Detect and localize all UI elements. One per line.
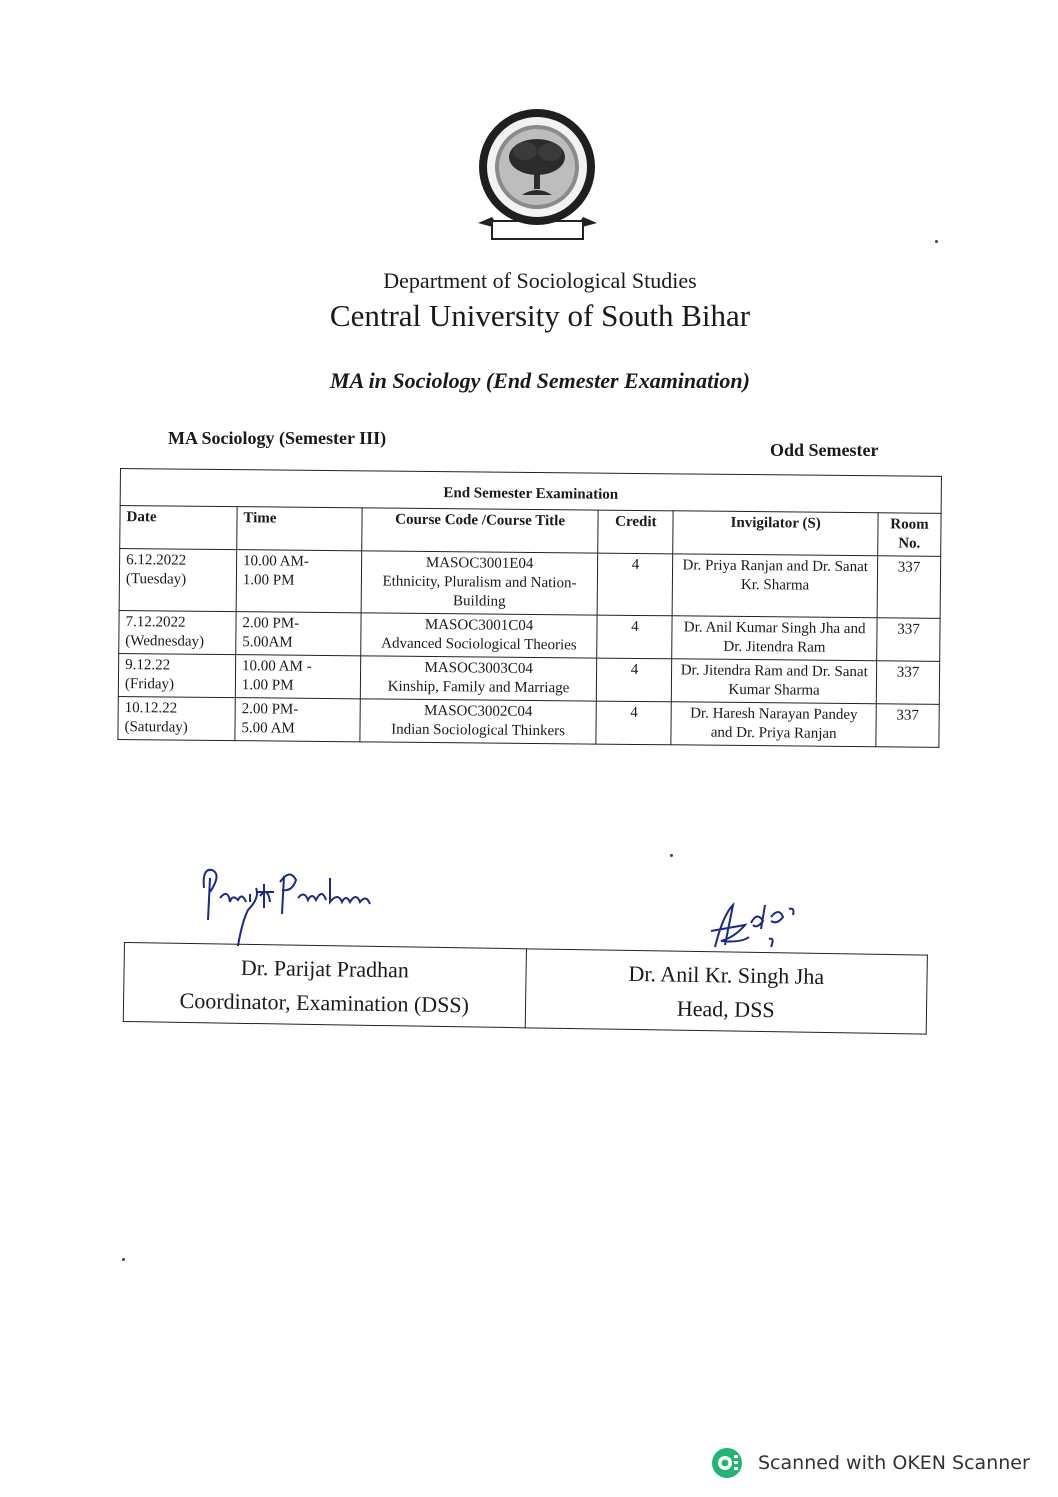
date-cell	[119, 549, 237, 612]
semester-type: Odd Semester	[770, 440, 879, 460]
column-header-date: Date	[120, 506, 237, 550]
scan-speck	[122, 1258, 125, 1261]
column-header-credit: Credit	[598, 510, 673, 554]
credit-cell: 4	[598, 553, 674, 616]
time-start: 2.00 PM-	[242, 615, 300, 632]
column-header-time: Time	[237, 507, 362, 551]
course-cell	[360, 613, 597, 658]
exam-date: 7.12.2022	[125, 614, 186, 631]
course-code: MASOC3003C04	[424, 659, 533, 677]
room-cell: 337	[876, 704, 939, 748]
time-start: 10.00 AM -	[241, 658, 312, 675]
credit-cell: 4	[597, 658, 672, 702]
exam-date: 6.12.2022	[126, 552, 187, 569]
signatories-box	[123, 942, 928, 1035]
head-signature	[705, 895, 800, 955]
course-title: Indian Sociological Thinkers	[391, 721, 566, 740]
head-name: Dr. Anil Kr. Singh Jha	[628, 960, 825, 989]
time-cell	[235, 655, 360, 699]
course-cell	[360, 699, 597, 744]
exam-date: 10.12.22	[124, 700, 178, 717]
exam-day: (Saturday)	[124, 719, 188, 736]
time-end: 1.00 PM	[242, 572, 295, 589]
exam-title: MA in Sociology (End Semester Examination)	[330, 368, 750, 393]
course-code: MASOC3002C04	[424, 702, 533, 720]
university-name: Central University of South Bihar	[329, 298, 751, 333]
exam-day: (Tuesday)	[125, 571, 187, 588]
room-cell: 337	[877, 556, 941, 619]
head-block	[525, 949, 928, 1034]
exam-schedule-table	[117, 468, 942, 748]
credit-cell: 4	[596, 701, 671, 745]
time-end: 5.00AM	[242, 634, 293, 651]
course-cell	[361, 551, 598, 615]
university-seal-icon	[470, 105, 605, 250]
course-title: Kinship, Family and Marriage	[387, 678, 570, 697]
column-header-course: Course Code /Course Title	[361, 508, 598, 553]
room-cell: 337	[877, 618, 940, 662]
course-cell	[360, 656, 597, 701]
time-end: 1.00 PM	[241, 677, 294, 694]
exam-day: (Friday)	[124, 676, 175, 693]
date-cell	[119, 610, 236, 654]
exam-date: 9.12.22	[125, 657, 171, 674]
course-code: MASOC3001C04	[424, 616, 534, 634]
signatories-table	[123, 942, 928, 1035]
coordinator-block	[123, 943, 526, 1028]
department-name: Department of Sociological Studies	[383, 268, 697, 293]
time-start: 2.00 PM-	[241, 701, 299, 718]
column-header-invigilator: Invigilator (S)	[673, 511, 878, 556]
scanner-label: Scanned with OKEN Scanner	[758, 1452, 1030, 1474]
coordinator-signature	[198, 858, 388, 948]
date-cell	[118, 653, 235, 697]
invigilator-cell: Dr. Priya Ranjan and Dr. Sanat Kr. Sharma	[672, 554, 877, 618]
invigilator-cell: Dr. Jitendra Ram and Dr. Sanat Kumar Sharma	[672, 659, 877, 704]
scan-speck	[935, 240, 938, 243]
time-start: 10.00 AM-	[242, 553, 309, 570]
time-end: 5.00 AM	[241, 720, 295, 737]
oken-scanner-icon	[710, 1446, 744, 1480]
coordinator-name: Dr. Parijat Pradhan	[240, 954, 410, 983]
program-semester: MA Sociology (Semester III)	[168, 428, 387, 448]
scan-speck	[670, 854, 673, 857]
time-cell	[236, 550, 361, 613]
time-cell	[236, 612, 361, 656]
table-row	[119, 549, 941, 619]
exam-day: (Wednesday)	[125, 633, 205, 650]
coordinator-role: Coordinator, Examination (DSS)	[179, 987, 470, 1018]
course-code: MASOC3001E04	[425, 554, 534, 572]
invigilator-cell: Dr. Anil Kumar Singh Jha and Dr. Jitendra Ram	[672, 616, 877, 661]
exam-schedule-table-wrapper	[117, 468, 942, 748]
head-role: Head, DSS	[676, 995, 775, 1023]
credit-cell: 4	[597, 615, 672, 659]
table-caption: End Semester Examination	[120, 469, 941, 514]
course-title: Ethnicity, Pluralism and Nation-Building	[382, 573, 577, 610]
table-row	[118, 696, 939, 747]
column-header-room: Room No.	[878, 513, 941, 557]
invigilator-cell: Dr. Haresh Narayan Pandey and Dr. Priya Ranjan	[671, 702, 876, 747]
course-title: Advanced Sociological Theories	[381, 635, 577, 654]
room-cell: 337	[876, 661, 939, 705]
scanner-watermark	[710, 1446, 1030, 1480]
time-cell	[235, 698, 360, 742]
date-cell	[118, 696, 235, 740]
